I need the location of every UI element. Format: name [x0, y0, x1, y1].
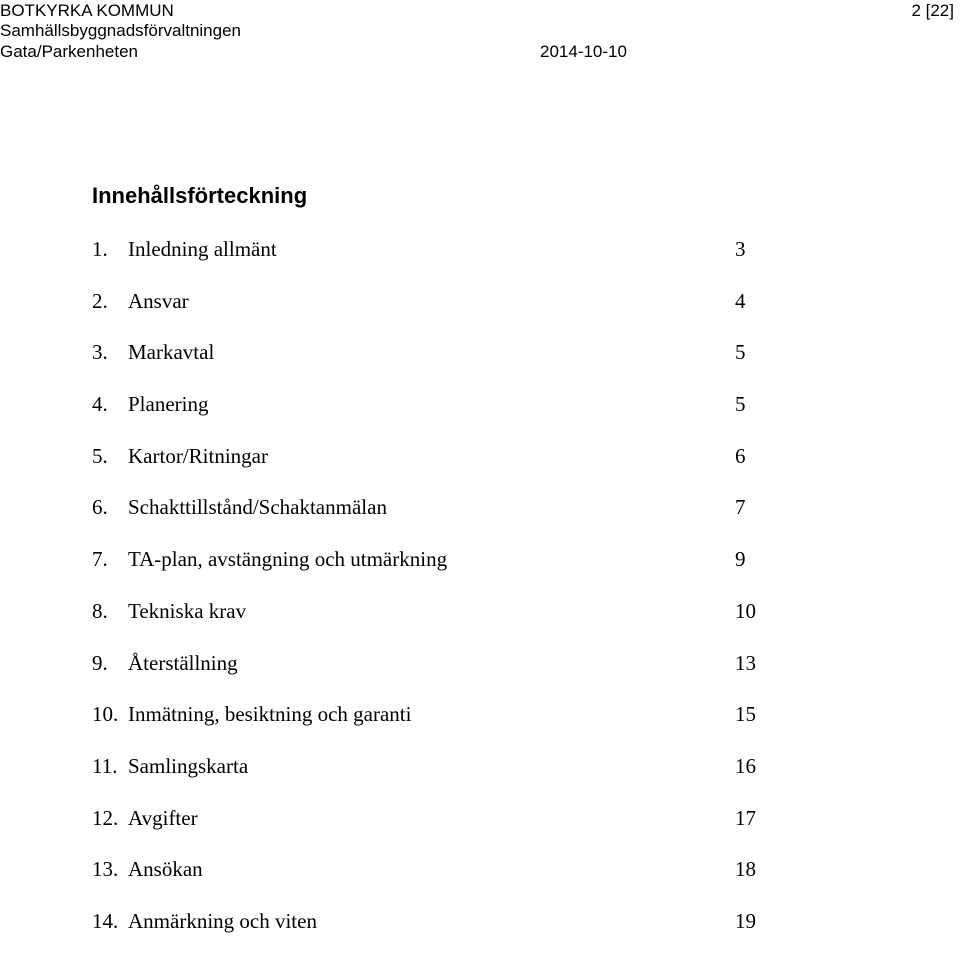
- toc-entry-label: Avgifter: [128, 805, 198, 830]
- toc-entry-page: 18: [735, 857, 756, 882]
- toc-entry[interactable]: [92, 337, 762, 389]
- toc-entry-page: 10: [735, 598, 756, 623]
- toc-entry[interactable]: [92, 234, 762, 286]
- toc-entry-page: 9: [735, 547, 746, 572]
- toc-entry-number: 3.: [92, 340, 108, 365]
- toc-entry-page: 15: [735, 702, 756, 727]
- toc-entry-page: 19: [735, 908, 756, 933]
- toc-entry-label: Schakttillstånd/Schaktanmälan: [128, 495, 387, 520]
- toc-entry-page: 5: [735, 340, 746, 365]
- toc-entry-label: Samlingskarta: [128, 753, 249, 778]
- toc-entry-page: 3: [735, 237, 746, 261]
- toc-entry-label: Kartor/Ritningar: [128, 443, 268, 468]
- toc-entry[interactable]: [92, 906, 762, 958]
- page-indicator: 2 [22]: [911, 1, 954, 20]
- toc-title: Innehållsförteckning: [92, 183, 308, 208]
- toc-entry[interactable]: [92, 441, 762, 493]
- toc-entry-number: 2.: [92, 288, 108, 313]
- toc-entry-label: Ansvar: [128, 288, 189, 313]
- toc-entry-number: 14.: [92, 908, 119, 933]
- unit-name: Gata/Parkenheten: [0, 42, 138, 61]
- toc-entry-label: Inledning allmänt: [128, 237, 277, 261]
- toc-entry-number: 7.: [92, 547, 108, 572]
- toc-entry-number: 5.: [92, 443, 108, 468]
- toc-entry-label: Inmätning, besiktning och garanti: [128, 702, 412, 727]
- toc-entry-number: 10.: [92, 702, 119, 727]
- toc-entry-number: 11.: [92, 753, 118, 778]
- organization-name: BOTKYRKA KOMMUN: [0, 1, 174, 20]
- table-of-contents: [92, 234, 762, 958]
- toc-entry-number: 6.: [92, 495, 108, 520]
- toc-entry-page: 7: [735, 495, 746, 520]
- toc-entry[interactable]: [92, 751, 762, 803]
- toc-entry-number: 12.: [92, 805, 119, 830]
- toc-entry[interactable]: [92, 854, 762, 906]
- toc-entry-page: 6: [735, 443, 746, 468]
- toc-entry-number: 13.: [92, 857, 119, 882]
- document-date: 2014-10-10: [540, 42, 627, 61]
- toc-entry[interactable]: [92, 389, 762, 441]
- department-name: Samhällsbyggnadsförvaltningen: [0, 21, 241, 40]
- toc-entry-label: TA-plan, avstängning och utmärkning: [128, 547, 448, 572]
- toc-entry-page: 13: [735, 650, 756, 675]
- toc-entry-page: 17: [735, 805, 756, 830]
- toc-entry-number: 1.: [92, 237, 108, 261]
- toc-entry-page: 4: [735, 288, 746, 313]
- toc-entry-label: Markavtal: [128, 340, 215, 365]
- toc-entry-number: 4.: [92, 392, 108, 417]
- toc-entry-label: Ansökan: [128, 857, 203, 882]
- toc-entry-number: 9.: [92, 650, 108, 675]
- toc-entry[interactable]: [92, 286, 762, 338]
- toc-entry[interactable]: [92, 699, 762, 751]
- toc-entry-label: Planering: [128, 392, 209, 417]
- document-header: [0, 0, 960, 66]
- toc-entry[interactable]: [92, 492, 762, 544]
- toc-entry-page: 5: [735, 392, 746, 417]
- toc-entry[interactable]: [92, 648, 762, 700]
- toc-entry-label: Anmärkning och viten: [128, 908, 317, 933]
- toc-entry[interactable]: [92, 544, 762, 596]
- toc-entry-label: Tekniska krav: [128, 598, 247, 623]
- toc-entry[interactable]: [92, 803, 762, 855]
- toc-entry-number: 8.: [92, 598, 108, 623]
- toc-entry-label: Återställning: [128, 650, 238, 675]
- toc-entry[interactable]: [92, 596, 762, 648]
- toc-entry-page: 16: [735, 753, 756, 778]
